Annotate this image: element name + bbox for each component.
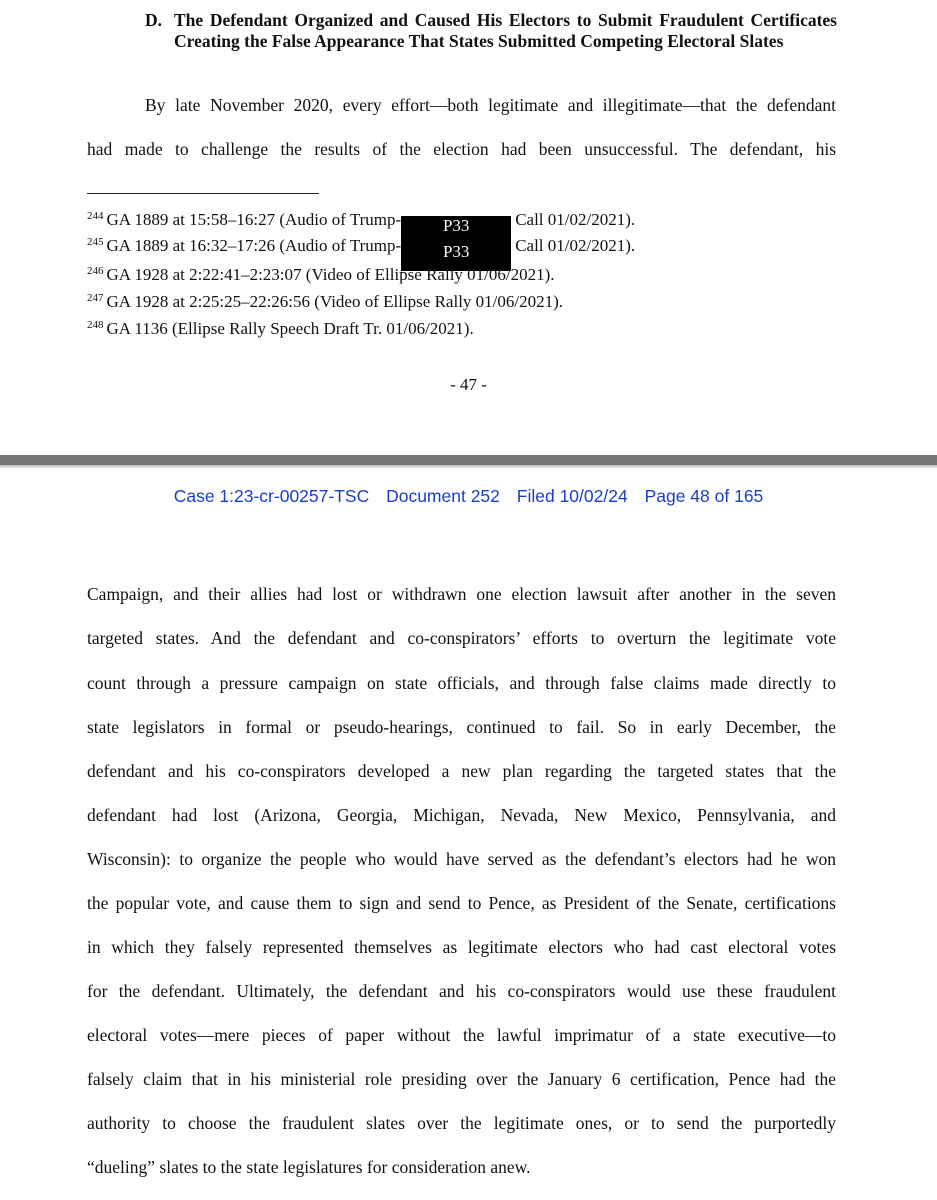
footnote-number: 245 bbox=[87, 236, 104, 248]
paragraph-line: By late November 2020, every effort—both legitimate and illegitimate—that the defendant bbox=[145, 95, 836, 115]
footnote-number: 247 bbox=[87, 292, 104, 304]
body-line: authority to choose the fraudulent slates over the legitimate ones, or to send the purportedly bbox=[87, 1113, 836, 1133]
redaction-block: P33 bbox=[401, 242, 511, 271]
footnote-text-end: Call 01/02/2021). bbox=[515, 236, 636, 255]
body-line: Wisconsin): to organize the people who would have served as the defendant’s electors had he won bbox=[87, 849, 836, 869]
footnote-text: GA 1136 (Ellipse Rally Speech Draft Tr. 01/06/2021). bbox=[106, 319, 474, 338]
footnote-number: 248 bbox=[87, 319, 104, 331]
case-number: Case 1:23-cr-00257-TSC bbox=[173, 486, 370, 506]
body-line: falsely claim that in his ministerial role presiding over the January 6 certification, Pence had the bbox=[87, 1069, 836, 1089]
footnote-text: GA 1889 at 15:58–16:27 (Audio of Trump- bbox=[106, 210, 402, 229]
footnote-text: GA 1928 at 2:25:25–22:26:56 (Video of Ellipse Rally 01/06/2021). bbox=[106, 292, 564, 311]
section-letter: D. bbox=[145, 10, 163, 30]
body-line: defendant had lost (Arizona, Georgia, Michigan, Nevada, New Mexico, Pennsylvania, and bbox=[87, 805, 836, 825]
section-title: The Defendant Organized and Caused His Electors to Submit Fraudulent Certificates Creating the False Appearance That States Submitted Competing Electoral Slates bbox=[174, 10, 837, 51]
footnote-246 bbox=[87, 261, 555, 285]
redaction-block: P33 bbox=[401, 216, 511, 245]
body-line: for the defendant. Ultimately, the defendant and his co-conspirators would use these fraudulent bbox=[87, 981, 836, 1001]
footnote-text: GA 1889 at 16:32–17:26 (Audio of Trump- bbox=[106, 236, 402, 255]
footnote-247 bbox=[87, 288, 563, 312]
body-line: in which they falsely represented themselves as legitimate electors who had cast electoral votes bbox=[87, 937, 836, 957]
section-heading bbox=[145, 10, 837, 52]
page-count: Page 48 of 165 bbox=[644, 486, 764, 506]
body-line: “dueling” slates to the state legislatures for consideration anew. bbox=[87, 1157, 531, 1177]
paragraph-line: had made to challenge the results of the election had been unsuccessful. The defendant, his bbox=[87, 139, 836, 159]
body-line: electoral votes—mere pieces of paper without the lawful imprimatur of a state executive—to bbox=[87, 1025, 836, 1045]
footnote-248 bbox=[87, 315, 474, 339]
filed-date: Filed 10/02/24 bbox=[516, 486, 628, 506]
body-line: the popular vote, and cause them to sign and send to Pence, as President of the Senate, certifications bbox=[87, 893, 836, 913]
document-number: Document 252 bbox=[386, 486, 500, 506]
page-47 bbox=[0, 0, 937, 455]
body-line: defendant and his co-conspirators developed a new plan regarding the targeted states that the bbox=[87, 761, 836, 781]
body-line: count through a pressure campaign on state officials, and through false claims made directly to bbox=[87, 673, 836, 693]
footnote-rule bbox=[87, 193, 319, 194]
page-number: - 47 - bbox=[450, 375, 487, 394]
footnote-number: 246 bbox=[87, 265, 104, 277]
case-header bbox=[0, 486, 937, 507]
footnote-number: 244 bbox=[87, 210, 104, 222]
body-line: state legislators in formal or pseudo-hearings, continued to fail. So in early December, the bbox=[87, 717, 836, 737]
footnote-text-end: Call 01/02/2021). bbox=[515, 210, 636, 229]
footnote-text: GA 1928 at 2:22:41–2:23:07 (Video of Ellipse Rally 01/06/2021). bbox=[106, 265, 555, 284]
page-separator bbox=[0, 455, 937, 465]
body-line: targeted states. And the defendant and co-conspirators’ efforts to overturn the legitimate vote bbox=[87, 628, 836, 648]
page-separator-shadow bbox=[0, 465, 937, 469]
body-line: Campaign, and their allies had lost or withdrawn one election lawsuit after another in the seven bbox=[87, 584, 836, 604]
